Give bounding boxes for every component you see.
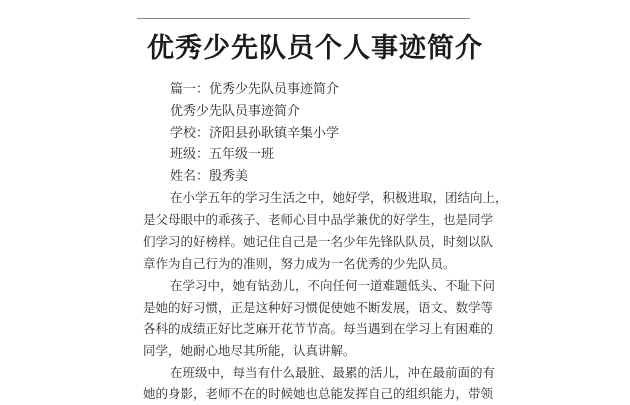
paragraph-line: 是父母眼中的乖孩子、老师心目中品学兼优的好学生，也是同学	[143, 212, 494, 227]
paragraph-line: 同学，她耐心地尽其所能，认真讲解。	[143, 343, 356, 358]
paragraph-line: 她的身影，老师不在的时候她也总能发挥自己的组织能力，带领	[143, 386, 494, 401]
paragraph-line: 在小学五年的学习生活之中，她好学，积极进取，团结向上，	[170, 190, 508, 205]
paragraph-line: 是她的好习惯，正是这种好习惯促使她不断发展，语文、数学等	[143, 300, 494, 315]
document-title: 优秀少先队员个人事迹简介	[147, 33, 483, 64]
paragraph-line: 在学习中，她有钻劲儿，不向任何一道难题低头、不耻下问	[170, 278, 496, 293]
paragraph-line: 各科的成绩正好比芝麻开花节节高。每当遇到在学习上有困难的	[143, 321, 494, 336]
meta-line-class: 班级：五年级一班	[170, 147, 275, 162]
paragraph-line: 章作为自己行为的准则，努力成为一名优秀的少先队员。	[143, 256, 456, 271]
paragraph-line: 在班级中，每当有什么最脏、最累的活儿，冲在最前面的有	[170, 365, 496, 380]
meta-line-name: 姓名：殷秀美	[170, 169, 249, 184]
meta-line-school: 学校：济阳县孙耿镇辛集小学	[170, 126, 340, 141]
meta-line-source: 篇一：优秀少先队员事迹简介	[170, 82, 340, 97]
header-rule	[137, 18, 470, 19]
paragraph-line: 们学习的好榜样。她记住自己是一名少年先锋队队员，时刻以队	[143, 234, 494, 249]
meta-line-subtitle: 优秀少先队员事迹简介	[170, 104, 301, 119]
